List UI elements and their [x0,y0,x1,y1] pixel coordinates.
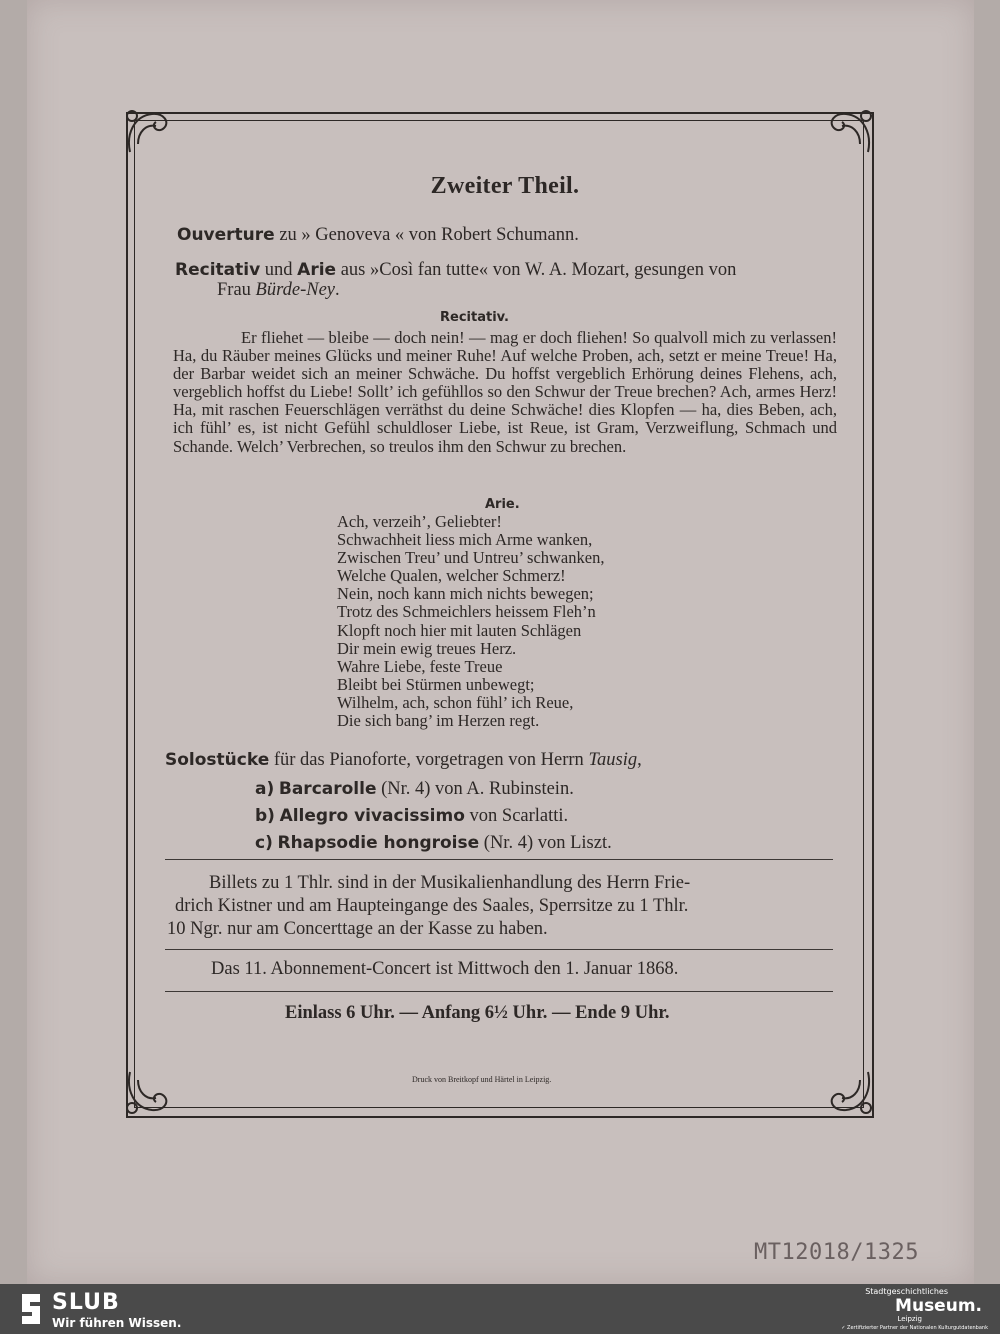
arie-verse [337,513,604,730]
billets-line: Billets zu 1 Thlr. sind in der Musikalienhandlung des Herrn Frie- [209,873,691,893]
verse-line: Zwischen Treu’ und Untreu’ schwanken, [337,548,605,568]
recitativ-text: Er fliehet — bleibe — doch nein! — mag er doch fliehen! So qualvoll mich zu verlassen! Ha, du Räuber meines Glücks und meiner Ruhe! Auf welche Proben, ach, setzt er meine Treue! Ha, der Barbar weidet sich an meiner Schwäche. Du hoffst vergeblich Erhörung deines Flehens, ach, vergeblich hoffst du Liebe! Sollt’ ich gefühllos so den Schwur der Treue brechen? Ach, armes Herz! Ha, mit raschen Feuerschlägen verräthst du deine Schwäche! dies Klopfen — ha, dies Beben, ach, ich fühl’ es, ist nicht Gefühl schuldloser Liebe, ist Reue, ist Gram, Verzweiflung, Schmach und Schande. Welch’ Verbrechen, so treulos ihm den Schwur zu brechen. [173,328,837,456]
slub-subtitle: Wir führen Wissen. [52,1316,182,1330]
verse-line: Welche Qualen, welcher Schmerz! [337,566,566,586]
verse-line: Bleibt bei Stürmen unbewegt; [337,674,535,694]
arie-heading: Arie. [485,497,520,512]
corner-ornament-icon [820,104,878,162]
verse-line: Nein, noch kann mich nichts bewegen; [337,584,594,604]
verse-line: Ach, verzeih’, Geliebter! [337,512,502,531]
verse-line: Die sich bang’ im Herzen regt. [337,711,540,731]
slub-logo-icon [18,1292,44,1326]
program-item-recitativ: Recitativ und Arie aus »Così fan tutte« von W. A. Mozart, gesungen von [175,260,737,280]
divider [165,991,833,992]
verse-line: Dir mein ewig treues Herz. [337,638,517,658]
piece-a: a) Barcarolle (Nr. 4) von A. Rubinstein. [255,779,574,799]
next-concert: Das 11. Abonnement-Concert ist Mittwoch den 1. Januar 1868. [211,959,679,979]
divider [165,859,833,860]
singer-line: Frau Bürde-Ney. [217,280,340,300]
archive-footer [0,1284,1000,1334]
corner-ornament-icon [120,1062,178,1120]
verse-line: Trotz des Schmeichlers heissem Fleh’n [337,602,596,622]
verse-line: Schwachheit liess mich Arme wanken, [337,530,593,550]
piece-b: b) Allegro vivacissimo von Scarlatti. [255,806,569,826]
museum-logo[interactable]: Museum. [895,1296,982,1316]
printer-note: Druck von Breitkopf und Härtel in Leipzig. [412,1075,552,1084]
corner-ornament-icon [820,1062,878,1120]
museum-tagline: ✓ Zertifizierter Partner der Nationalen Kulturgutdatenbank [841,1325,988,1331]
verse-line: Wahre Liebe, feste Treue [337,656,503,676]
piece-c: c) Rhapsodie hongroise (Nr. 4) von Liszt. [255,833,612,853]
corner-ornament-icon [120,104,178,162]
museum-top-label: Stadtgeschichtliches [865,1287,948,1296]
recitativ-heading: Recitativ. [440,310,509,325]
section-title: Zweiter Theil. [430,173,580,199]
divider [165,949,833,950]
program-item-ouverture: Ouverture zu » Genoveva « von Robert Schumann. [177,225,579,245]
billets-line: drich Kistner und am Haupteingange des Saales, Sperrsitze zu 1 Thlr. [175,896,689,916]
slub-title[interactable]: SLUB [52,1290,120,1315]
verse-line: Wilhelm, ach, schon fühl’ ich Reue, [337,692,574,712]
program-item-solostuecke: Solostücke für das Pianoforte, vorgetragen von Herrn Tausig, [165,750,642,770]
museum-city: Leipzig [897,1315,922,1323]
billets-line: 10 Ngr. nur am Concerttage an der Kasse zu haben. [167,919,548,939]
verse-line: Klopft noch hier mit lauten Schlägen [337,620,582,640]
archive-signature: MT12018/1325 [754,1240,919,1265]
concert-times: Einlass 6 Uhr. — Anfang 6½ Uhr. — Ende 9 Uhr. [285,1003,670,1023]
